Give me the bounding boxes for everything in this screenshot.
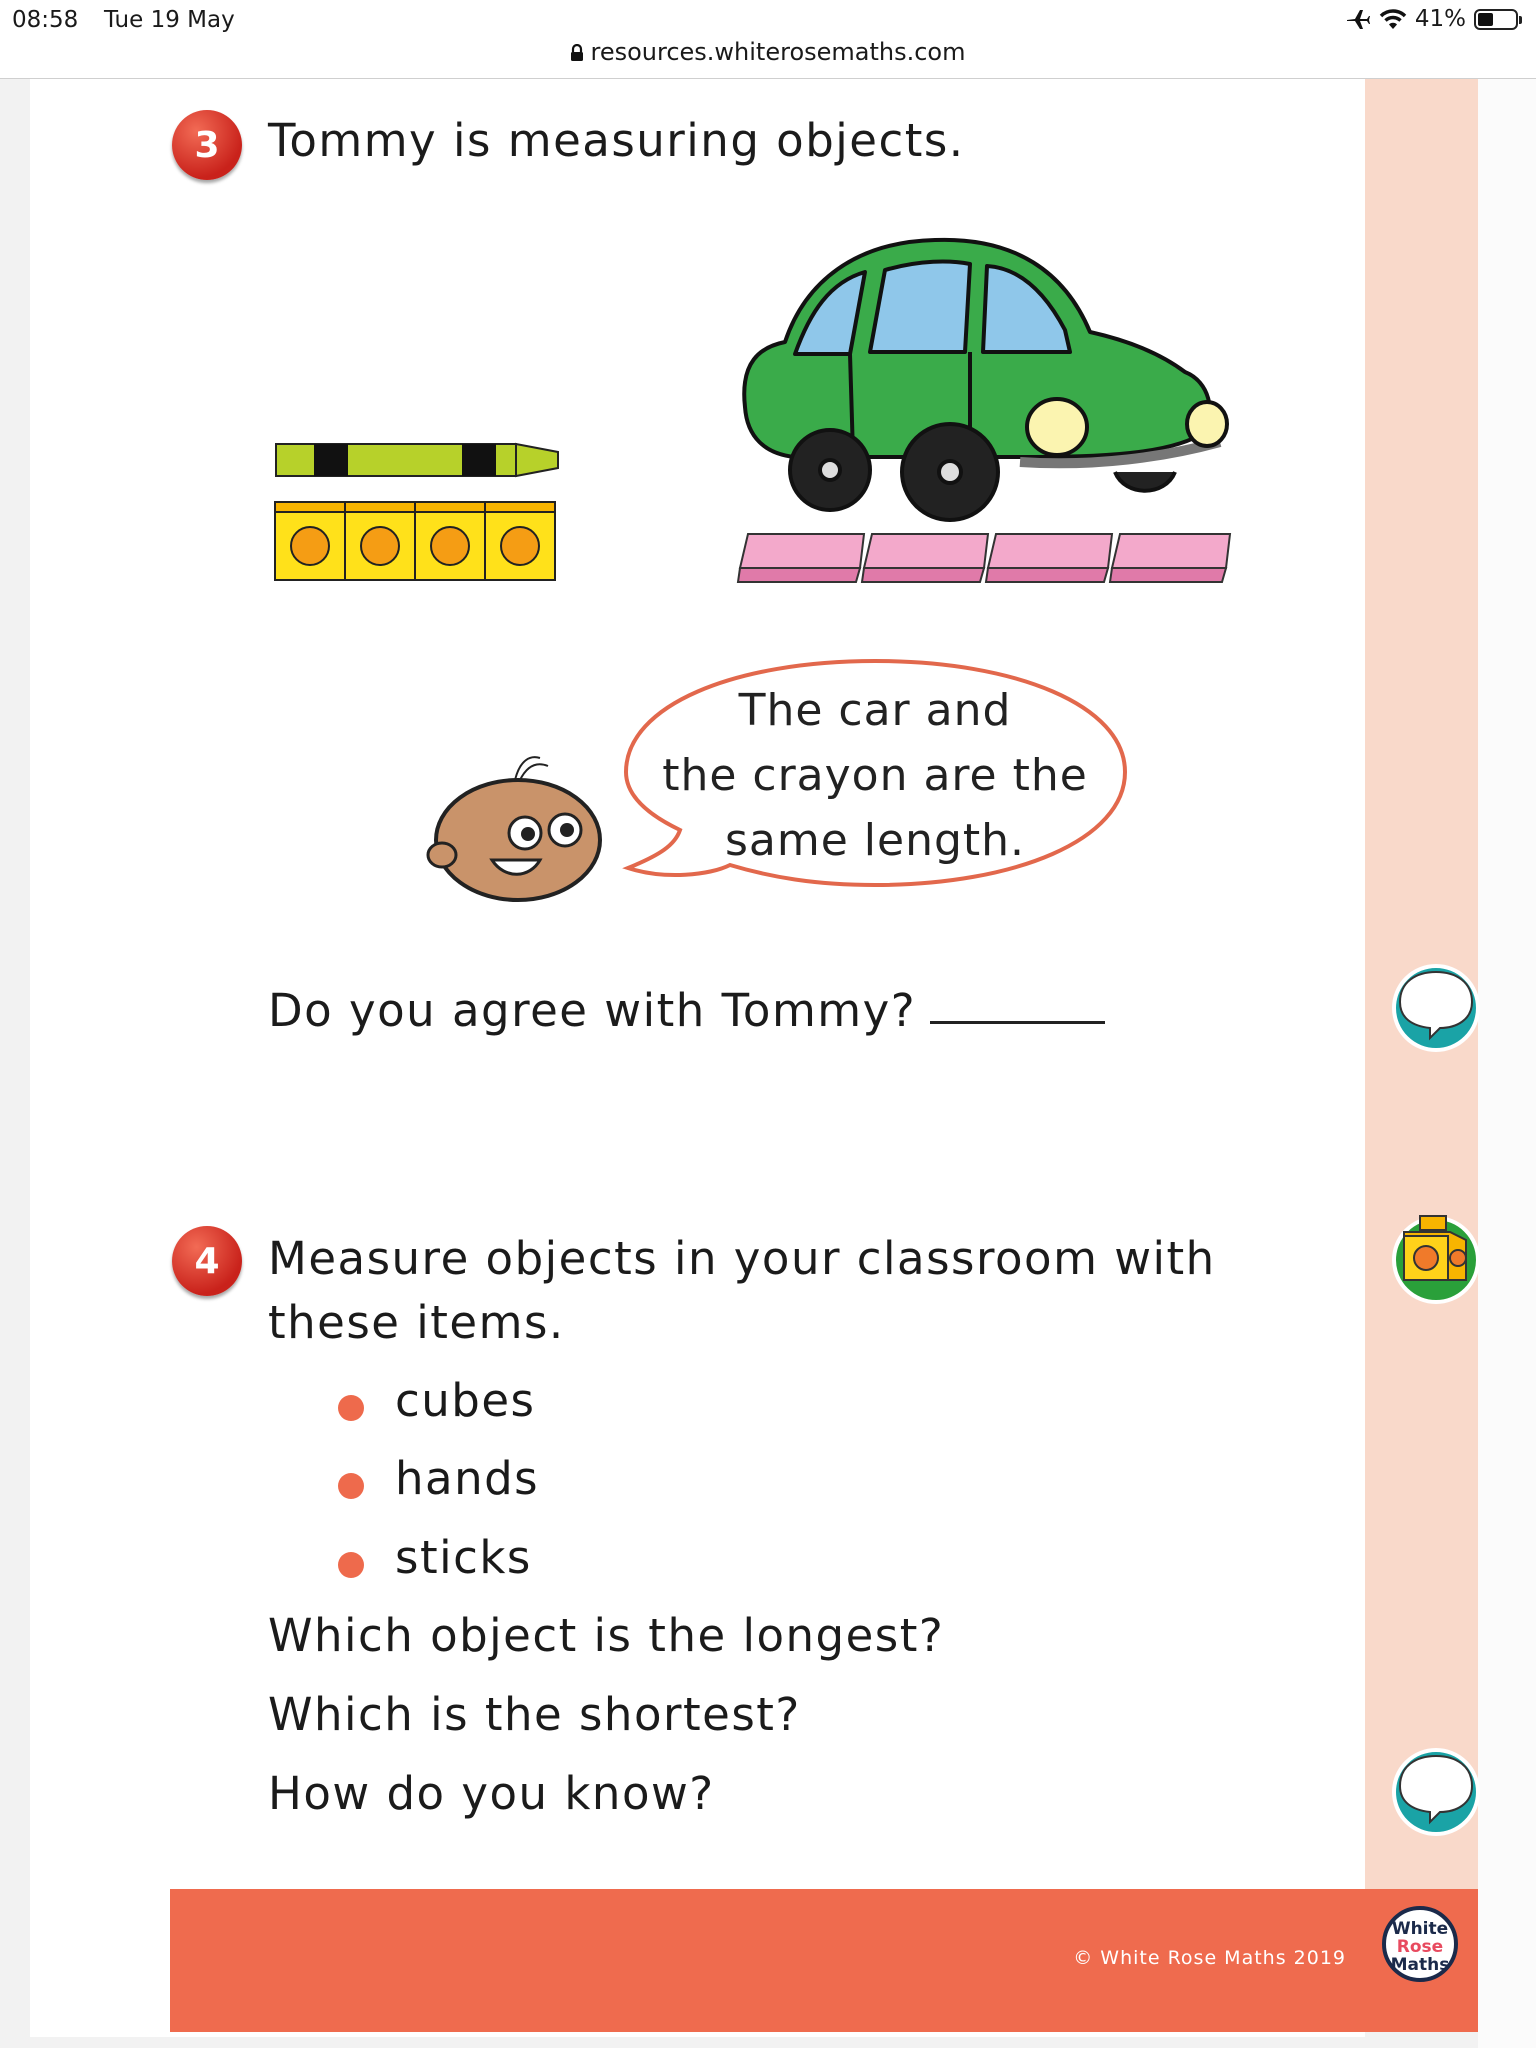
- copyright-text: © White Rose Maths 2019: [1073, 1947, 1346, 1969]
- question-4-title-line-1: Measure objects in your classroom with: [268, 1232, 1216, 1285]
- tommy-character: [420, 750, 610, 910]
- battery-percent: 41%: [1414, 6, 1466, 32]
- wifi-icon: [1379, 8, 1407, 30]
- lock-icon: [570, 44, 584, 62]
- question-3-title: Tommy is measuring objects.: [268, 114, 965, 167]
- list-item-label: cubes: [395, 1374, 536, 1427]
- list-item-label: sticks: [395, 1531, 532, 1584]
- logo-line-1: White: [1391, 1919, 1449, 1939]
- status-time: 08:58: [12, 7, 79, 33]
- discussion-icon: [1390, 1746, 1482, 1838]
- battery-icon: [1474, 9, 1518, 30]
- address-bar[interactable]: [0, 38, 1536, 66]
- airplane-icon: [1345, 7, 1371, 31]
- status-date: Tue 19 May: [104, 7, 235, 33]
- speech-text: [640, 678, 1110, 873]
- question-4-longest: Which object is the longest?: [268, 1609, 945, 1662]
- cube-activity-icon: [1388, 1210, 1484, 1306]
- speech-line-2: the crayon are the: [662, 750, 1088, 801]
- bullet-dot: [338, 1395, 364, 1421]
- discussion-icon: [1390, 962, 1482, 1054]
- page-margin: [1478, 79, 1536, 2048]
- erasers-image: [736, 528, 1234, 586]
- bullet-dot: [338, 1473, 364, 1499]
- bullet-dot: [338, 1552, 364, 1578]
- list-item: [340, 1374, 535, 1427]
- question-3-badge: 3: [172, 110, 242, 180]
- crayon-image: [272, 440, 562, 480]
- list-item-label: hands: [395, 1452, 540, 1505]
- url-text: resources.whiterosemaths.com: [590, 38, 966, 66]
- question-4-shortest: Which is the shortest?: [268, 1688, 801, 1741]
- list-item: [340, 1452, 539, 1505]
- list-item: [340, 1531, 532, 1584]
- question-4-how-know: How do you know?: [268, 1767, 715, 1820]
- cubes-image: [272, 499, 558, 583]
- answer-blank[interactable]: [930, 1021, 1105, 1024]
- logo-line-3: Maths: [1390, 1955, 1450, 1975]
- question-4-badge: 4: [172, 1226, 242, 1296]
- status-indicators: [1345, 6, 1518, 32]
- white-rose-maths-logo: [1382, 1906, 1458, 1982]
- question-4-title-line-2: these items.: [268, 1296, 565, 1349]
- speech-line-1: The car and: [738, 685, 1012, 736]
- question-3-prompt: [268, 984, 1105, 1037]
- speech-line-3: same length.: [724, 815, 1026, 866]
- logo-line-2: Rose: [1396, 1937, 1444, 1957]
- status-bar: [0, 0, 1536, 79]
- battery-level: [1478, 13, 1493, 26]
- page-footer: [170, 1889, 1478, 2032]
- question-3-prompt-text: Do you agree with Tommy?: [268, 984, 917, 1037]
- car-image: [735, 232, 1235, 522]
